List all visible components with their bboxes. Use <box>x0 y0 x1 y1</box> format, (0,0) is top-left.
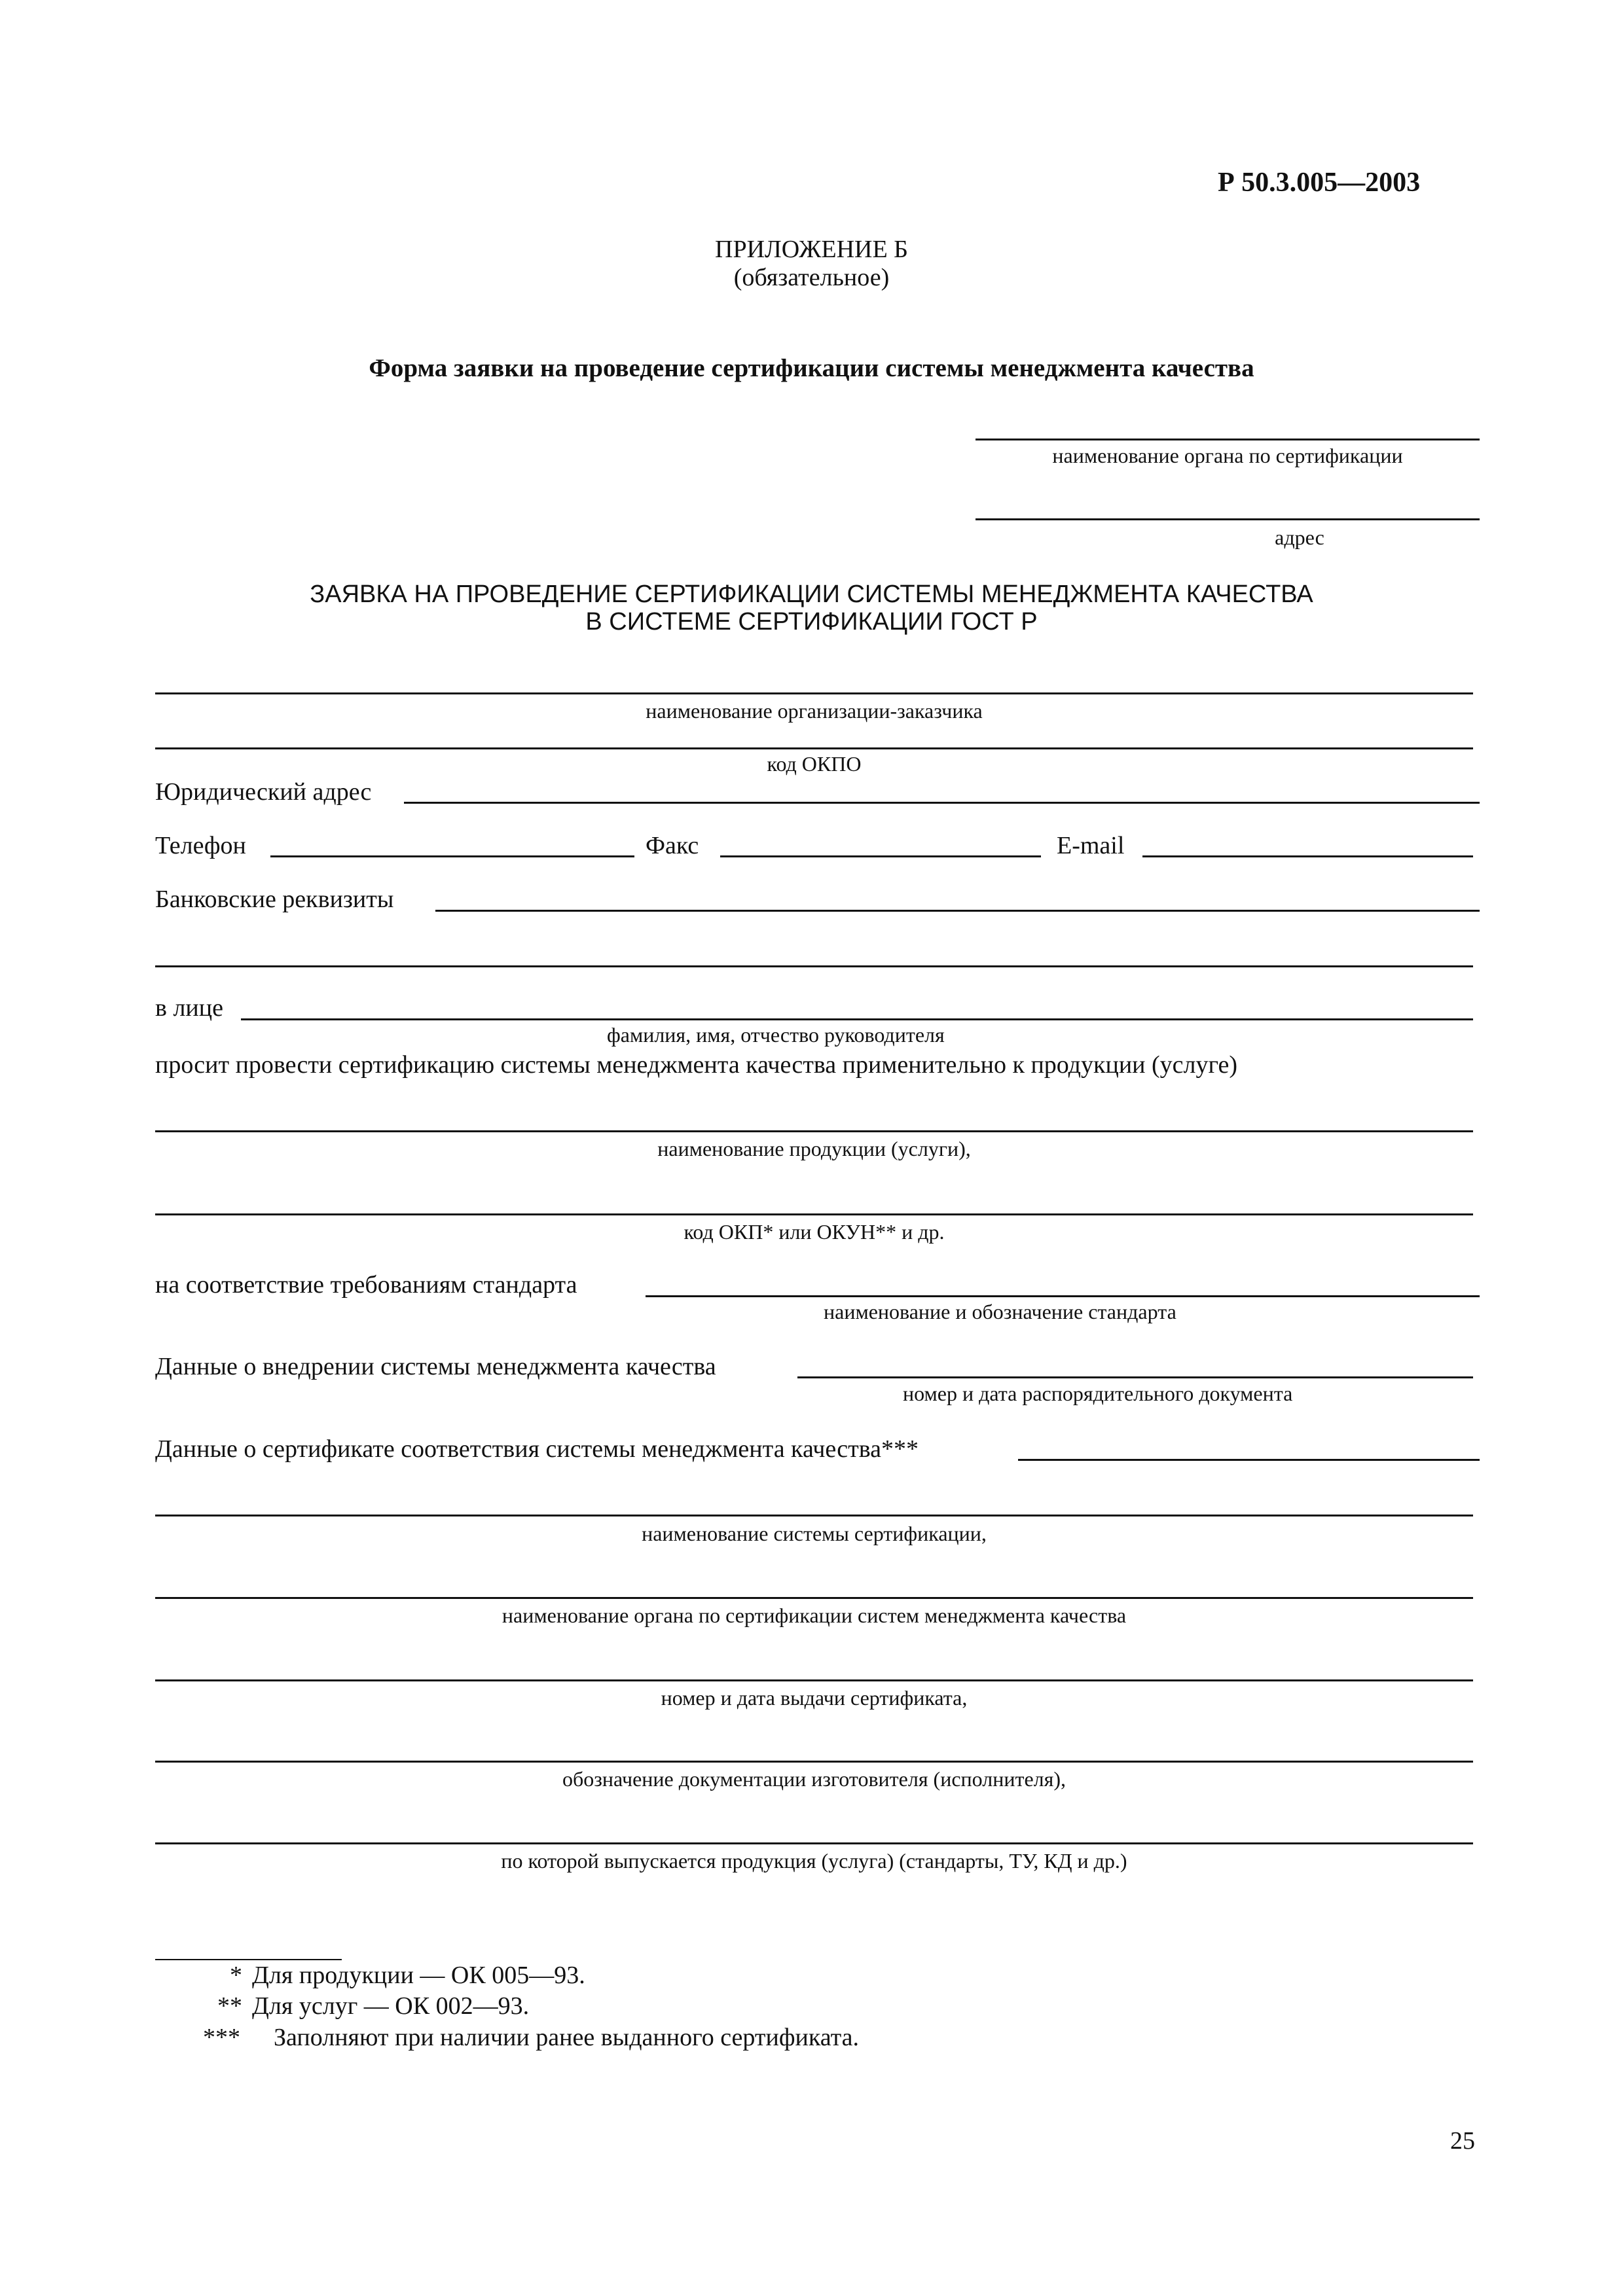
person-caption: фамилия, имя, отчество руководителя <box>607 1023 945 1047</box>
phone-label: Телефон <box>155 832 246 859</box>
footnote-mark: * <box>230 1962 242 1989</box>
application-title-line2: В СИСТЕМЕ СЕРТИФИКАЦИИ ГОСТ Р <box>585 608 1038 636</box>
phone-field[interactable] <box>270 855 634 857</box>
manufacturer-docs-field[interactable] <box>155 1761 1473 1763</box>
fax-field[interactable] <box>720 855 1041 857</box>
application-title-line1: ЗАЯВКА НА ПРОВЕДЕНИЕ СЕРТИФИКАЦИИ СИСТЕМЫ МЕНЕДЖМЕНТА КАЧЕСТВА <box>310 581 1313 608</box>
certificate-field[interactable] <box>1018 1459 1480 1461</box>
person-label: в лице <box>155 994 223 1022</box>
footnote-text: Для услуг — ОК 002—93. <box>252 1992 530 2020</box>
bank-details-field[interactable] <box>435 910 1480 912</box>
email-label: E-mail <box>1057 832 1125 859</box>
footnote-separator <box>155 1959 342 1960</box>
footnote-text: Для продукции — ОК 005—93. <box>252 1962 585 1989</box>
footnote-mark: ** <box>217 1992 242 2020</box>
address-caption-text: адрес <box>1275 526 1324 549</box>
request-text: просит провести сертификацию системы менеджмента качества применительно к продукции (услуге) <box>155 1051 1238 1079</box>
footnote-mark: *** <box>203 2024 240 2051</box>
address-field[interactable] <box>976 518 1480 520</box>
product-code-field[interactable] <box>155 1213 1473 1215</box>
cert-body-caption: наименование органа по сертификации систем менеджмента качества <box>501 1604 1127 1627</box>
person-field[interactable] <box>241 1018 1473 1020</box>
document-number: Р 50.3.005—2003 <box>1218 168 1421 198</box>
certificate-label: Данные о сертификате соответствия системы менеджмента качества*** <box>155 1435 919 1463</box>
form-title: Форма заявки на проведение сертификации системы менеджмента качества <box>369 354 1254 382</box>
certification-body-caption: наименование органа по сертификации <box>1052 444 1403 467</box>
organization-name-caption: наименование организации-заказчика <box>646 699 983 723</box>
standard-label: на соответствие требованиям стандарта <box>155 1271 577 1299</box>
certification-body-field[interactable] <box>976 439 1480 440</box>
bank-details-field-line2[interactable] <box>155 965 1473 967</box>
product-name-caption: наименование продукции (услуги), <box>657 1137 971 1160</box>
cert-body-field[interactable] <box>155 1597 1473 1599</box>
implementation-field[interactable] <box>797 1376 1473 1378</box>
appendix-status: (обязательное) <box>733 264 890 291</box>
product-name-field[interactable] <box>155 1130 1473 1132</box>
legal-address-field[interactable] <box>404 802 1480 804</box>
product-docs-caption: по которой выпускается продукция (услуга) (стандарты, ТУ, КД и др.) <box>501 1849 1127 1873</box>
standard-field[interactable] <box>646 1295 1480 1297</box>
cert-system-field[interactable] <box>155 1515 1473 1516</box>
cert-number-field[interactable] <box>155 1679 1473 1681</box>
product-code-caption: код ОКП* или ОКУН** и др. <box>684 1220 945 1244</box>
implementation-caption: номер и дата распорядительного документа <box>903 1382 1293 1405</box>
email-field[interactable] <box>1142 855 1473 857</box>
manufacturer-docs-caption: обозначение документации изготовителя (исполнителя), <box>562 1767 1066 1791</box>
okpo-caption: код ОКПО <box>767 752 862 776</box>
cert-system-caption: наименование системы сертификации, <box>642 1522 987 1545</box>
page-number: 25 <box>1450 2127 1475 2155</box>
product-docs-field[interactable] <box>155 1842 1473 1844</box>
footnote-text: Заполняют при наличии ранее выданного сертификата. <box>274 2024 860 2051</box>
fax-label: Факс <box>646 832 699 859</box>
standard-caption: наименование и обозначение стандарта <box>824 1300 1176 1323</box>
cert-number-caption: номер и дата выдачи сертификата, <box>661 1686 968 1710</box>
implementation-label: Данные о внедрении системы менеджмента качества <box>155 1353 716 1380</box>
bank-details-label: Банковские реквизиты <box>155 886 394 913</box>
appendix-title: ПРИЛОЖЕНИЕ Б <box>715 236 908 263</box>
organization-name-field[interactable] <box>155 692 1473 694</box>
okpo-field[interactable] <box>155 747 1473 749</box>
legal-address-label: Юридический адрес <box>155 778 372 806</box>
address-caption <box>976 527 1480 548</box>
